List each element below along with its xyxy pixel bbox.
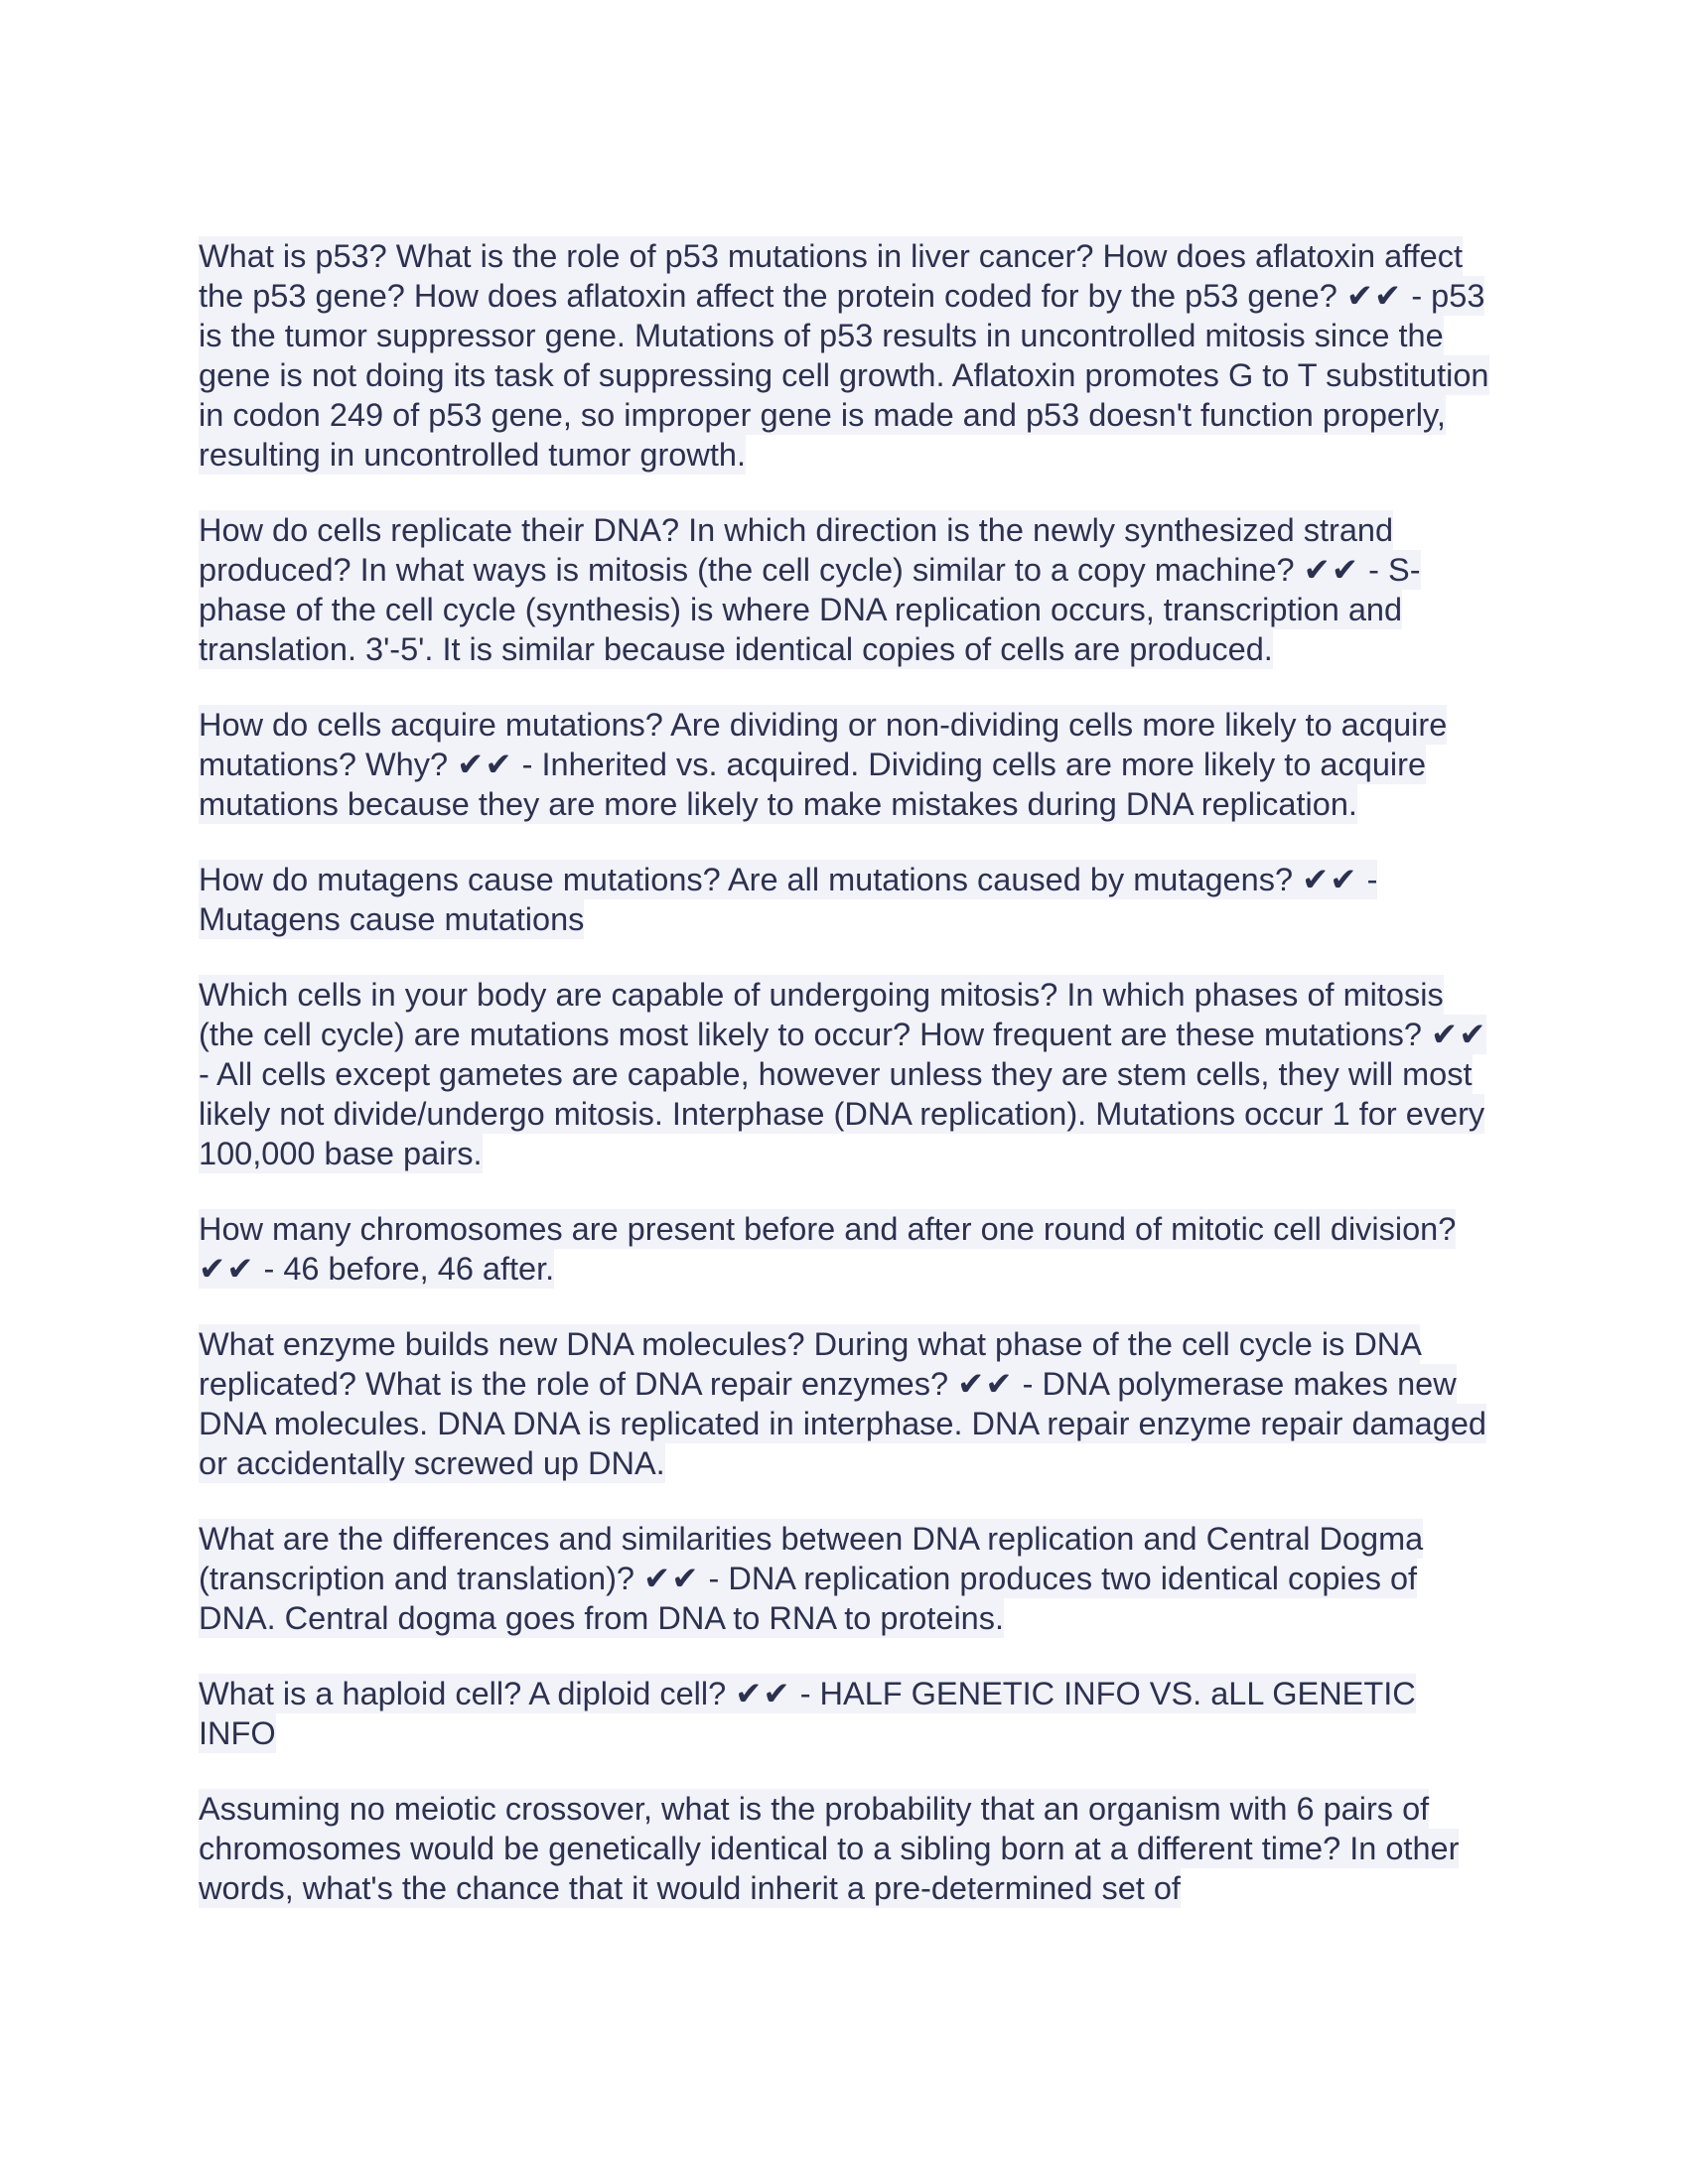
question-text: How many chromosomes are present before and after one round of mitotic cell division? (199, 1211, 1457, 1247)
qa-item (199, 705, 1489, 824)
answer-text: - DNA polymerase makes new DNA molecules. DNA DNA is replicated in interphase. DNA repair enzyme repair damaged or accidentally screwed up DNA. (199, 1366, 1486, 1481)
qa-list (199, 236, 1489, 1944)
question-text: Assuming no meiotic crossover, what is the probability that an organism with 6 pairs of chromosomes would be genetically identical to a sibling born at a different time? In other words, what's the chance that it would inherit a pre-determined set of (199, 1791, 1460, 1906)
double-check-icon: ✔✔ (199, 1251, 255, 1287)
double-check-icon: ✔✔ (1302, 862, 1358, 897)
double-check-icon: ✔✔ (457, 747, 513, 782)
answer-text: - All cells except gametes are capable, however unless they are stem cells, they will most likely not divide/undergo mitosis. Interphase (DNA replication). Mutations occur 1 for every 100,000 base pairs. (199, 1056, 1485, 1171)
qa-item (199, 236, 1489, 475)
double-check-icon: ✔✔ (735, 1676, 791, 1711)
answer-text: - HALF GENETIC INFO VS. aLL GENETIC INFO (199, 1676, 1416, 1751)
double-check-icon: ✔✔ (1345, 278, 1403, 314)
question-text: What is a haploid cell? A diploid cell? (199, 1676, 727, 1711)
qa-item (199, 1519, 1489, 1638)
qa-item (199, 1324, 1489, 1483)
double-check-icon: ✔✔ (957, 1366, 1014, 1402)
qa-item (199, 975, 1489, 1173)
double-check-icon: ✔✔ (1303, 552, 1360, 588)
question-text: Which cells in your body are capable of undergoing mitosis? In which phases of mitosis (the cell cycle) are mutations most likely to occur? How frequent are these mutations? (199, 977, 1444, 1052)
qa-item (199, 1789, 1489, 1908)
question-text: How do cells replicate their DNA? In which direction is the newly synthesized strand produced? In what ways is mitosis (the cell cycle) similar to a copy machine? (199, 512, 1394, 588)
question-text: What enzyme builds new DNA molecules? During what phase of the cell cycle is DNA replicated? What is the role of DNA repair enzymes? (199, 1326, 1421, 1402)
question-text: What are the differences and similarities between DNA replication and Central Dogma (transcription and translation)? (199, 1521, 1424, 1596)
answer-text: - Inherited vs. acquired. Dividing cells are more likely to acquire mutations because they are more likely to make mistakes during DNA replication. (199, 747, 1427, 822)
question-text: What is p53? What is the role of p53 mutations in liver cancer? How does aflatoxin affect the p53 gene? How does aflatoxin affect the protein coded for by the p53 gene? (199, 238, 1463, 314)
answer-text: - 46 before, 46 after. (263, 1251, 555, 1287)
question-text: How do cells acquire mutations? Are dividing or non-dividing cells more likely to acquire mutations? Why? (199, 707, 1448, 782)
answer-text: - p53 is the tumor suppressor gene. Mutations of p53 results in uncontrolled mitosis since the gene is not doing its task of suppressing cell growth. Aflatoxin promotes G to T substitution in codon 249 of p53 gene, so improper gene is made and p53 doesn't function properly, resulting in uncontrolled tumor growth. (199, 278, 1489, 473)
question-text: How do mutagens cause mutations? Are all mutations caused by mutagens? (199, 862, 1294, 897)
double-check-icon: ✔✔ (643, 1561, 700, 1596)
qa-item (199, 1674, 1489, 1753)
qa-item (199, 860, 1489, 939)
double-check-icon: ✔✔ (1430, 1017, 1487, 1052)
answer-text: - S-phase of the cell cycle (synthesis) is where DNA replication occurs, transcription and translation. 3'-5'. It is similar because identical copies of cells are produced. (199, 552, 1421, 667)
answer-text: - Mutagens cause mutations (199, 862, 1378, 937)
answer-text: - DNA replication produces two identical copies of DNA. Central dogma goes from DNA to RNA to proteins. (199, 1561, 1418, 1636)
qa-item (199, 1209, 1489, 1289)
qa-item (199, 510, 1489, 669)
